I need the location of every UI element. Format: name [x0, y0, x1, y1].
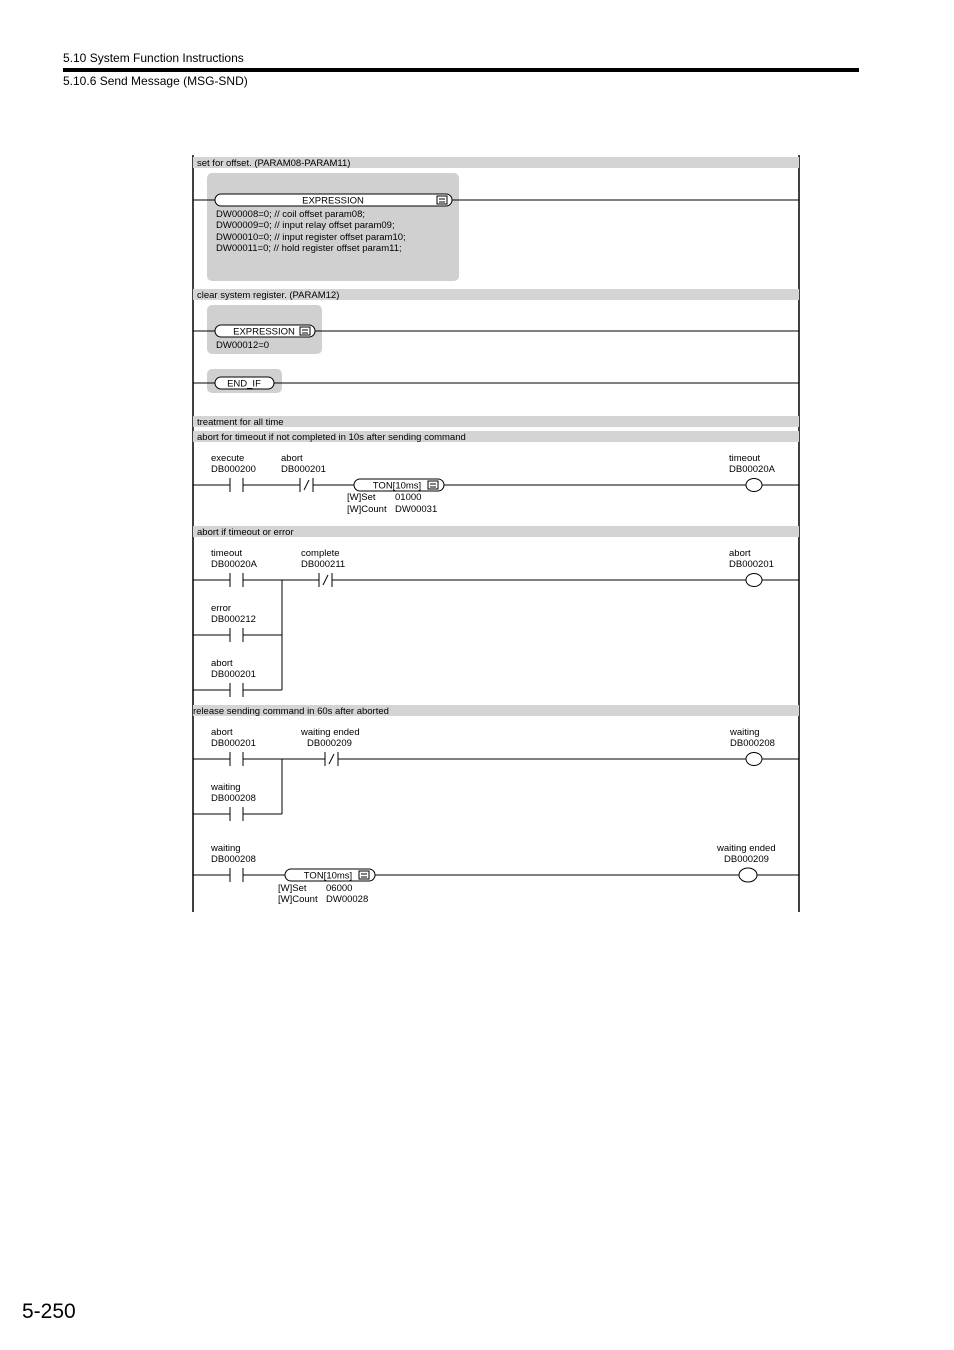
- section-title: abort for timeout if not completed in 10s after sending command: [197, 432, 466, 443]
- contact-label: waiting ended: [301, 727, 360, 738]
- no-contact[interactable]: [230, 683, 243, 697]
- contact-label: abort: [211, 658, 233, 669]
- no-contact[interactable]: [230, 478, 243, 492]
- nc-contact[interactable]: [319, 573, 332, 587]
- coil-label: waiting ended: [717, 843, 776, 854]
- coil-address: DB000209: [724, 854, 769, 865]
- expression-line: DW00010=0; // input register offset param10;: [216, 232, 406, 243]
- section-title: set for offset. (PARAM08-PARAM11): [197, 158, 351, 169]
- coil-address: DB000201: [729, 559, 774, 570]
- timer-count-value: DW00028: [326, 894, 369, 905]
- timer-label: TON[10ms]: [303, 870, 353, 882]
- page-number: 5-250: [22, 1300, 76, 1323]
- contact-label: timeout: [211, 548, 243, 559]
- contact-label: execute: [211, 453, 245, 464]
- contact-address: DB000201: [281, 464, 326, 475]
- timer-set-label: [W]Set: [347, 492, 376, 503]
- expression-label: EXPRESSION: [233, 326, 295, 338]
- no-contact[interactable]: [230, 573, 243, 587]
- nc-contact[interactable]: [325, 752, 338, 766]
- no-contact[interactable]: [230, 868, 243, 882]
- timer-count-value: DW00031: [395, 504, 438, 515]
- timer-label: TON[10ms]: [372, 480, 422, 492]
- timer-set-value: 01000: [395, 492, 422, 503]
- section-title: release sending command in 60s after aborted: [193, 706, 389, 717]
- section-title: abort if timeout or error: [197, 527, 294, 538]
- expression-label: EXPRESSION: [302, 195, 364, 207]
- section-header: 5.10 System Function Instructions: [63, 51, 244, 65]
- section-title: treatment for all time: [197, 417, 284, 428]
- contact-address: DB00020A: [211, 559, 257, 570]
- contact-address: DB000209: [307, 738, 352, 749]
- end-if-label: END_IF: [227, 378, 261, 390]
- section-bar: [193, 416, 799, 427]
- contact-label: waiting: [211, 843, 241, 854]
- expression-line: DW00009=0; // input relay offset param09;: [216, 220, 395, 231]
- contact-label: waiting: [211, 782, 241, 793]
- expand-icon[interactable]: [300, 327, 310, 335]
- output-coil[interactable]: [746, 753, 762, 766]
- timer-set-value: 06000: [326, 883, 353, 894]
- expression-line: DW00008=0; // coil offset param08;: [216, 209, 366, 220]
- expand-icon[interactable]: [359, 871, 369, 879]
- contact-address: DB000200: [211, 464, 256, 475]
- coil-address: DB000208: [730, 738, 775, 749]
- contact-label: abort: [281, 453, 303, 464]
- expression-line: DW00011=0; // hold register offset param11;: [216, 243, 402, 254]
- contact-address: DB000201: [211, 738, 256, 749]
- contact-label: complete: [301, 548, 340, 559]
- output-coil[interactable]: [746, 479, 762, 492]
- no-contact[interactable]: [230, 752, 243, 766]
- coil-label: abort: [729, 548, 751, 559]
- contact-label: error: [211, 603, 232, 614]
- contact-address: DB000201: [211, 669, 256, 680]
- coil-label: waiting: [730, 727, 760, 738]
- timer-count-label: [W]Count: [347, 504, 387, 515]
- coil-label: timeout: [729, 453, 761, 464]
- section-title: clear system register. (PARAM12): [197, 290, 340, 301]
- expression-line: DW00012=0: [216, 340, 270, 351]
- no-contact[interactable]: [230, 628, 243, 642]
- expand-icon[interactable]: [428, 481, 438, 489]
- output-coil[interactable]: [739, 868, 757, 882]
- contact-label: abort: [211, 727, 233, 738]
- contact-address: DB000208: [211, 854, 256, 865]
- output-coil[interactable]: [746, 574, 762, 587]
- nc-contact[interactable]: [300, 478, 313, 492]
- contact-address: DB000208: [211, 793, 256, 804]
- expand-icon[interactable]: [437, 196, 447, 204]
- contact-address: DB000211: [301, 559, 346, 570]
- timer-count-label: [W]Count: [278, 894, 318, 905]
- no-contact[interactable]: [230, 807, 243, 821]
- contact-address: DB000212: [211, 614, 256, 625]
- coil-address: DB00020A: [729, 464, 775, 475]
- subsection-header: 5.10.6 Send Message (MSG-SND): [63, 74, 248, 88]
- timer-set-label: [W]Set: [278, 883, 307, 894]
